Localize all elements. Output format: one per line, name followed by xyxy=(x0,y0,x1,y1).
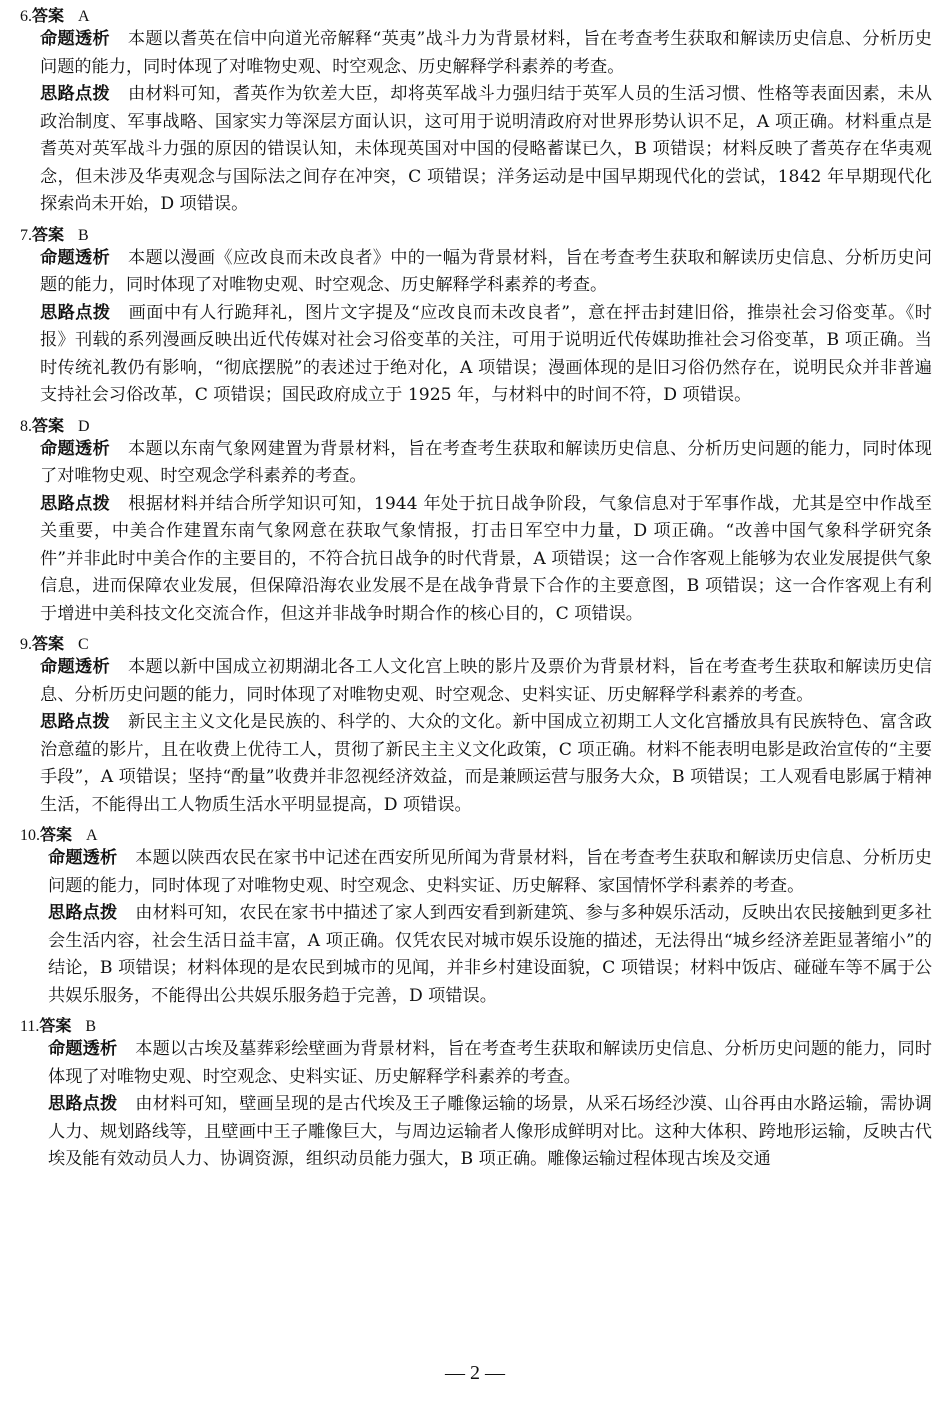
analysis-text: 本题以东南气象网建置为背景材料，旨在考查考生获取和解读历史信息、分析历史问题的能力，同时体现了对唯物史观、时空观念学科素养的考查。 xyxy=(40,438,932,486)
hint-label: 思路点拨 xyxy=(40,302,111,323)
answer-label: 答案 xyxy=(32,415,65,435)
question-header xyxy=(20,416,932,436)
question-10 xyxy=(20,825,932,1010)
analysis-text: 本题以耆英在信中向道光帝解释“英夷”战斗力为背景材料，旨在考查考生获取和解读历史信息、分析历史问题的能力，同时体现了对唯物史观、时空观念、历史解释学科素养的考查。 xyxy=(40,29,932,77)
answer-value: B xyxy=(85,1018,97,1035)
analysis-paragraph xyxy=(20,26,932,81)
question-number: 8. xyxy=(20,417,32,435)
question-header xyxy=(20,225,932,245)
answer-label: 答案 xyxy=(40,825,73,844)
hint-label: 思路点拨 xyxy=(40,84,110,104)
analysis-label: 命题透析 xyxy=(40,29,110,49)
question-number: 6. xyxy=(20,8,32,25)
hint-paragraph xyxy=(20,81,932,219)
analysis-text: 本题以古埃及墓葬彩绘壁画为背景材料，旨在考查考生获取和解读历史信息、分析历史问题的能力，同时体现了对唯物史观、时空观念、史料实证、历史解释学科素养的考查。 xyxy=(48,1039,932,1087)
answer-value: D xyxy=(78,417,90,435)
question-8 xyxy=(20,416,932,629)
answer-value: A xyxy=(86,827,98,844)
question-6 xyxy=(20,6,932,219)
answer-label: 答案 xyxy=(39,1016,72,1035)
analysis-text: 本题以漫画《应改良而未改良者》中的一幅为背景材料，旨在考查考生获取和解读历史信息、分析历史问题的能力，同时体现了对唯物史观、时空观念、历史解释学科素养的考查。 xyxy=(40,247,932,295)
answer-label: 答案 xyxy=(32,6,65,25)
analysis-label: 命题透析 xyxy=(40,657,110,677)
hint-paragraph xyxy=(20,1091,932,1174)
analysis-label: 命题透析 xyxy=(40,438,110,459)
hint-text: 新民主主义文化是民族的、科学的、大众的文化。新中国成立初期工人文化宫播放具有民族特色、富含政治意蕴的影片，且在收费上优待工人，贯彻了新民主主义文化政策，C 项正确。材料不能表明电影是政治宣传的“主要手段”，A 项错误；坚持“酌量”收费并非忽视经济效益，而是兼顾运营与服务大众，B 项错误；工人观看电影属于精神生活，不能得出工人物质生活水平明显提高，D 项错误。 xyxy=(40,712,932,815)
analysis-text: 本题以新中国成立初期湖北各工人文化宫上映的影片及票价为背景材料，旨在考查考生获取和解读历史信息、分析历史问题的能力，同时体现了对唯物史观、时空观念、史料实证、历史解释学科素养的考查。 xyxy=(40,657,932,705)
analysis-label: 命题透析 xyxy=(40,247,110,268)
hint-label: 思路点拨 xyxy=(48,1094,118,1114)
question-header xyxy=(20,6,932,26)
analysis-text: 本题以陕西农民在家书中记述在西安所见所闻为背景材料，旨在考查考生获取和解读历史信息、分析历史问题的能力，同时体现了对唯物史观、时空观念、史料实证、历史解释、家国情怀学科素养的考查。 xyxy=(48,848,932,896)
analysis-label: 命题透析 xyxy=(48,848,118,868)
question-number: 11. xyxy=(20,1018,40,1035)
analysis-paragraph xyxy=(20,845,932,900)
analysis-paragraph xyxy=(20,436,932,491)
question-number: 9. xyxy=(20,636,32,653)
hint-text: 由材料可知，耆英作为钦差大臣，却将英军战斗力强归结于英军人员的生活习惯、性格等表面因素，未从政治制度、军事战略、国家实力等深层方面认识，这可用于说明清政府对世界形势认识不足，A 项正确。材料重点是耆英对英军战斗力强的原因的错误认知，未体现英国对中国的侵略蓄谋已久，B 项错误；材料反映了耆英存在华夷观念，但未涉及华夷观念与国际法之间存在冲突，C 项错误；洋务运动是中国早期现代化的尝试，1842 年早期现代化探索尚未开始，D 项错误。 xyxy=(40,84,932,214)
analysis-label: 命题透析 xyxy=(48,1039,118,1059)
question-11 xyxy=(20,1016,932,1174)
question-header xyxy=(20,634,932,654)
analysis-paragraph xyxy=(20,1036,932,1091)
hint-paragraph xyxy=(20,491,932,629)
hint-label: 思路点拨 xyxy=(48,903,118,923)
analysis-paragraph xyxy=(20,654,932,709)
answer-value: C xyxy=(78,636,89,653)
hint-paragraph xyxy=(20,300,932,410)
hint-text: 由材料可知，农民在家书中描述了家人到西安看到新建筑、参与多种娱乐活动，反映出农民接触到更多社会生活内容，社会生活日益丰富，A 项正确。仅凭农民对城市娱乐设施的描述，无法得出“城乡经济差距显著缩小”的结论，B 项错误；材料体现的是农民到城市的见闻，并非乡村建设面貌，C 项错误；材料中饭店、碰碰车等不属于公共娱乐服务，不能得出公共娱乐服务趋于完善，D 项错误。 xyxy=(48,903,932,1006)
answer-label: 答案 xyxy=(32,224,65,244)
page-number: — 2 — xyxy=(445,1362,505,1384)
answer-value: B xyxy=(78,226,89,244)
hint-paragraph xyxy=(20,900,932,1010)
question-header xyxy=(20,825,932,845)
hint-text: 由材料可知，壁画呈现的是古代埃及王子雕像运输的场景，从采石场经沙漠、山谷再由水路运输，需协调人力、规划路线等，且壁画中王子雕像巨大，与周边运输者人像形成鲜明对比。这种大体积、跨地形运输，反映古代埃及能有效动员人力、协调资源，组织动员能力强大，B 项正确。雕像运输过程体现古埃及交通 xyxy=(48,1094,932,1169)
hint-text: 画面中有人行跪拜礼，图片文字提及“应改良而未改良者”，意在抨击封建旧俗，推崇社会习俗变革。《时报》刊载的系列漫画反映出近代传媒对社会习俗变革的关注，可用于说明近代传媒助推社会习俗变革，B 项正确。当时传统礼教仍有影响，“彻底摆脱”的表述过于绝对化，A 项错误；漫画体现的是旧习俗仍然存在，说明民众并非普遍支持社会习俗改革，C 项错误；国民政府成立于 1925 年，与材料中的时间不符，D 项错误。 xyxy=(40,302,932,405)
hint-label: 思路点拨 xyxy=(40,493,111,514)
question-number: 10. xyxy=(20,827,40,844)
question-number: 7. xyxy=(20,226,32,244)
hint-paragraph xyxy=(20,709,932,819)
answer-value: A xyxy=(78,8,90,25)
hint-text: 根据材料并结合所学知识可知，1944 年处于抗日战争阶段，气象信息对于军事作战，尤其是空中作战至关重要，中美合作建置东南气象网意在获取气象情报，打击日军空中力量，D 项正确。“改善中国气象科学研究条件”并非此时中美合作的主要目的，不符合抗日战争的时代背景，A 项错误；这一合作客观上能够为农业发展提供气象信息，进而保障农业发展，但保障沿海农业发展不是在战争背景下合作的主要意图，B 项错误；这一合作客观上有利于增进中美科技文化交流合作，但这并非战争时期合作的核心目的，C 项错误。 xyxy=(40,493,932,624)
analysis-paragraph xyxy=(20,245,932,300)
answer-label: 答案 xyxy=(32,634,65,653)
question-header xyxy=(20,1016,932,1036)
question-7 xyxy=(20,225,932,410)
question-9 xyxy=(20,634,932,819)
hint-label: 思路点拨 xyxy=(40,712,110,732)
